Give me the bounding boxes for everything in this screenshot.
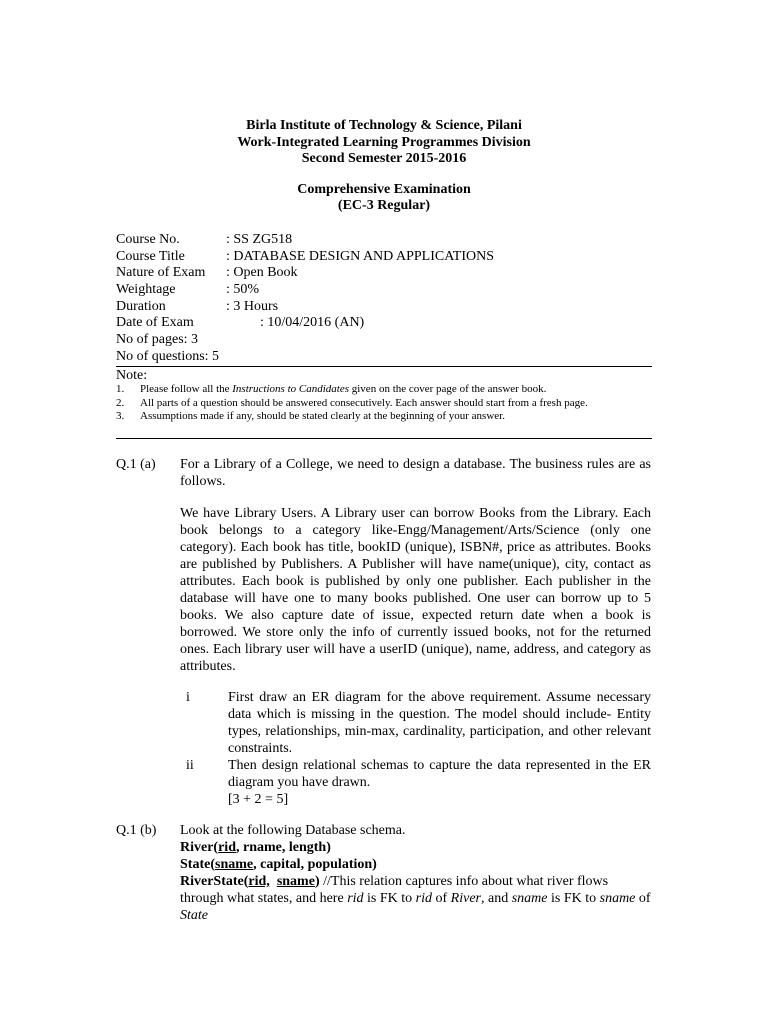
note-3: 3. Assumptions made if any, should be stated clearly at the beginning of your answer.: [116, 410, 505, 422]
exam-page: Birla Institute of Technology & Science, Pilani Work-Integrated Learning Programmes Division Second Semester 2015-2016 Comprehensive Examination (EC-3 Regular) Course No. : SS ZG518 Course Title : DATABASE DESIGN AND APPLICATIONS Nature of Exam : Open Book Weightage : 50% Duration : 3 Hours Date of Exam : 10/04/2016 (AN) No of pages: 3 No of questions: 5 Note: 1. Please follow all the Instructions to Candidates given on the cover page of the answer book. 2. All parts of a question should be answered consecutively. Each answer should start from a fresh page. 3. Assumptions made if any, should be stated clearly at the beginning of your answer. Q.1 (a) For a Library of a College, we need to design a database. The business rules are as follows. We have Library Users. A Library user can borrow Books from the Library. Each book belongs to a category like-Engg/Management/Arts/Science (only one category). Each book has title, bookID (unique), ISBN#, price as attributes. Books are published by Publishers. A Publisher will have name(unique), city, contact as attributes. Each book is published by only one publisher. Each publisher in the database will have one to many books published. One user can borrow up to 5 books. We also capture date of issue, expected return date when a book is borrowed. We store only the info of currently issued books, not for the returned ones. Each library user will have a userID (unique), name, address, and category as attributes. i First draw an ER diagram for the above requirement. Assume necessary data which is missing in the question. The model should include- Entity types, relationships, min-max, cardinality, participation, and other relevant constraints. ii Then design relational schemas to capture the data represented in the ER diagram you have drawn. [3 + 2 = 5] Q.1 (b) Look at the following Database schema. River(rid, rname, length) State(sname, capital, population) RiverState(rid, sname) //This relation captures info about what river flows through what states, and here rid is FK to rid of River, and sname is FK to sname of State: [0, 0, 768, 1024]
meta-date: Date of Exam : 10/04/2016 (AN): [116, 315, 365, 331]
question-1a-part-i: i First draw an ER diagram for the above requirement. Assume necessary data which is missing in the question. The model should include- Entity types, relationships, min-max, cardinality, participation, and other relevant constraints.: [186, 690, 651, 756]
meta-course-title: Course Title : DATABASE DESIGN AND APPLICATIONS: [116, 248, 495, 264]
notes-title: Note:: [116, 368, 148, 383]
question-1a-marks: [3 + 2 = 5]: [228, 792, 289, 807]
meta-weightage: Weightage : 50%: [116, 282, 260, 298]
notes-section: [116, 368, 652, 424]
division-name: Work-Integrated Learning Programmes Division: [237, 134, 531, 150]
exam-type: (EC-3 Regular): [337, 198, 431, 213]
exam-name: Comprehensive Examination: [297, 181, 471, 197]
question-1a-intro: For a Library of a College, we need to design a database. The business rules are as follows.: [180, 457, 651, 489]
semester: Second Semester 2015-2016: [301, 151, 467, 166]
question-1b-intro: Look at the following Database schema.: [180, 823, 406, 838]
meta-pages: No of pages: 3: [116, 332, 199, 348]
exam-meta: [116, 231, 494, 365]
schema-riverstate: RiverState(rid, sname) //This relation captures info about what river flows through what states, and here rid is FK to rid of River, and sname is FK to sname of State: [180, 874, 651, 923]
schema-river: River(rid, rname, length): [180, 840, 331, 855]
note-2: 2. All parts of a question should be answered consecutively. Each answer should start from a fresh page.: [116, 396, 588, 409]
divider-bottom: [116, 438, 652, 439]
exam-header: [0, 117, 768, 214]
question-1a-rules: We have Library Users. A Library user can borrow Books from the Library. Each book belongs to a category like-Engg/Management/Arts/Science (only one category). Each book has title, bookID (unique), ISBN#, price as attributes. Books are published by Publishers. A Publisher will have name(unique), city, contact as attributes. Each book is published by only one publisher. Each publisher in the database will have one to many books published. One user can borrow up to 5 books. We also capture date of issue, expected return date when a book is borrowed. We store only the info of currently issued books, not for the returned ones. Each library user will have a userID (unique), name, address, and category as attributes.: [180, 506, 651, 674]
note-1: 1. Please follow all the Instructions to Candidates given on the cover page of the answer book.: [116, 383, 547, 395]
meta-nature: Nature of Exam : Open Book: [116, 265, 298, 281]
meta-course-no: Course No. : SS ZG518: [116, 232, 293, 247]
question-1b-body: [180, 822, 651, 924]
meta-duration: Duration : 3 Hours: [116, 298, 279, 314]
meta-questions: No of questions: 5: [116, 348, 220, 364]
schema-state: State(sname, capital, population): [180, 857, 377, 872]
question-1a-part-ii: ii Then design relational schemas to capture the data represented in the ER diagram you have drawn. [3 + 2 = 5]: [186, 758, 651, 807]
divider-top: [116, 366, 652, 367]
institute-name: Birla Institute of Technology & Science, Pilani: [246, 118, 522, 133]
